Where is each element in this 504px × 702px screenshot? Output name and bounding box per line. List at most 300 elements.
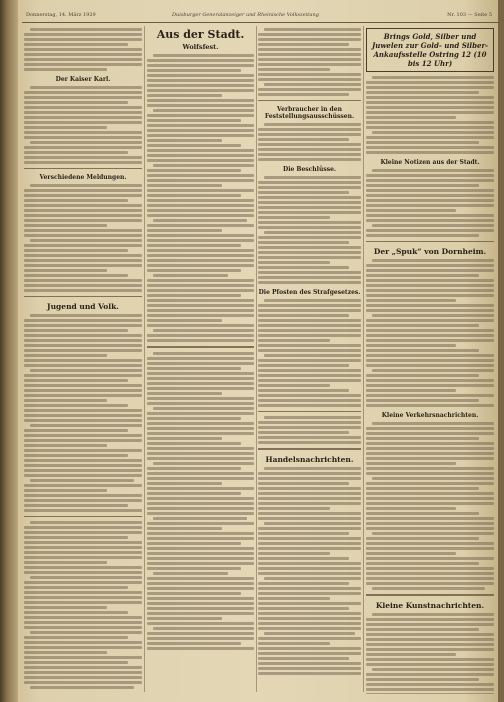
text-line [258,191,349,194]
heading-aus-der-stadt: Aus der Stadt. [156,28,245,41]
text-line [366,214,494,217]
heading-verbraucher: Verbraucher in den Feststellungsausschüssen. [264,106,355,120]
text-line [258,512,361,515]
text-line [153,627,254,630]
heading-kaiser: Der Kaiser Karl. [55,76,111,83]
text-line [24,531,142,534]
text-line [147,129,254,132]
text-line [147,309,254,312]
text-line [366,389,456,392]
text-line [366,141,479,144]
text-line [264,522,361,525]
text-block [258,176,361,284]
text-line [258,143,361,146]
text-line [366,364,494,367]
text-line [258,542,361,545]
text-line [366,567,494,570]
text-line [258,532,349,535]
text-block [258,416,361,444]
text-line [24,101,128,104]
text-line [258,431,349,434]
text-line [366,537,479,540]
divider [147,346,254,348]
text-line [24,596,142,599]
text-line [258,201,361,204]
page-header [22,10,500,23]
text-line [366,492,494,495]
text-line [258,128,361,131]
divider [24,296,142,297]
text-line [24,409,142,412]
text-line [366,96,494,99]
text-line [366,683,494,686]
text-line [366,557,494,560]
text-line [147,229,222,232]
text-line [147,299,254,302]
text-line [258,642,330,645]
text-line [258,597,330,600]
text-line [147,244,241,247]
text-line [24,91,142,94]
text-line [24,526,142,529]
text-line [372,259,494,262]
text-line [258,537,361,540]
text-line [372,76,494,79]
text-line [264,467,361,470]
text-line [24,146,142,149]
heading-meldungen: Verschiedene Meldungen. [39,174,127,181]
text-line [366,274,479,277]
text-line [24,269,107,272]
text-line [264,83,361,86]
text-line [24,106,142,109]
text-line [366,229,494,232]
column-3 [258,26,361,694]
text-block [258,467,361,675]
text-line [258,266,349,269]
text-line [24,324,142,327]
text-line [147,179,254,182]
text-line [258,487,361,490]
text-line [147,562,254,565]
text-line [147,377,254,380]
text-line [24,344,142,347]
text-block [24,314,142,512]
text-line [147,249,254,252]
text-line [153,572,228,575]
text-line [147,339,254,342]
text-line [147,382,254,385]
text-line [24,419,142,422]
text-line [147,289,254,292]
text-line [258,657,349,660]
text-block [258,299,361,407]
text-line [366,502,494,505]
text-line [264,28,361,31]
text-line [258,158,361,161]
text-block [366,259,494,407]
text-line [366,209,456,212]
text-line [258,181,361,184]
text-line [147,427,254,430]
text-line [147,582,254,585]
text-line [147,209,254,212]
text-line [258,329,361,332]
text-line [24,571,142,574]
heading-kunst: Kleine Kunstnachrichten. [375,601,485,610]
text-line [366,487,479,490]
text-line [147,642,241,645]
text-line [147,577,254,580]
text-line [147,632,254,635]
text-line [24,274,128,277]
text-line [258,216,330,219]
text-line [147,239,254,242]
text-line [24,394,142,397]
text-line [366,204,494,207]
heading-beschluesse: Die Beschlüsse. [283,166,336,173]
text-line [258,364,349,367]
text-line [147,304,254,307]
text-line [147,602,254,605]
text-line [147,567,241,570]
text-line [24,651,107,654]
text-line [147,447,254,450]
text-line [147,597,254,600]
text-line [258,211,361,214]
text-line [24,666,142,669]
text-line [258,206,361,209]
text-line [24,414,142,417]
text-block [24,28,142,71]
divider [258,448,361,450]
text-line [258,246,361,249]
text-line [24,454,128,457]
text-line [30,424,142,427]
text-line [24,259,142,262]
text-line [258,68,330,71]
text-line [24,244,142,247]
text-line [24,656,142,659]
text-line [258,281,361,284]
text-line [147,314,254,317]
text-line [258,602,361,605]
text-line [258,251,361,254]
text-line [24,284,142,287]
text-line [24,626,142,629]
text-line [372,422,494,425]
divider [24,516,142,517]
text-line [24,43,128,46]
text-line [366,106,494,109]
text-line [366,324,479,327]
text-line [372,224,494,227]
text-line [258,314,349,317]
text-line [147,497,254,500]
text-line [24,489,107,492]
text-line [147,637,254,640]
text-line [366,663,494,666]
text-line [147,234,254,237]
text-line [258,304,361,307]
text-line [24,561,107,564]
text-line [147,189,254,192]
text-line [24,551,142,554]
text-block [258,123,361,161]
text-line [372,369,494,372]
text-line [258,667,361,670]
text-line [264,416,361,419]
text-line [258,48,361,51]
text-line [147,174,254,177]
text-line [258,399,361,402]
text-line [366,151,494,154]
text-line [366,349,479,352]
text-line [24,63,142,66]
text-block [24,86,142,164]
text-line [372,131,494,134]
text-line [366,693,494,694]
text-line [24,494,142,497]
text-line [147,84,254,87]
text-line [258,497,361,500]
page-binding [0,0,18,702]
text-line [258,256,361,259]
text-line [24,224,107,227]
text-line [258,196,361,199]
text-line [24,509,142,512]
text-line [24,204,142,207]
text-line [30,86,142,89]
text-line [24,364,142,367]
text-line [366,638,494,641]
text-line [258,562,361,565]
text-line [258,582,349,585]
text-line [366,653,456,656]
text-line [24,334,142,337]
text-line [258,334,361,337]
text-line [24,611,128,614]
text-line [366,264,494,267]
text-line [258,441,361,444]
text-line [24,621,142,624]
text-line [258,557,349,560]
text-line [366,512,479,515]
text-line [366,482,494,485]
text-line [147,279,254,282]
text-line [147,487,254,490]
text-line [147,412,254,415]
text-line [24,434,142,437]
text-line [258,93,349,96]
text-line [258,647,361,650]
text-line [147,119,241,122]
text-line [366,628,479,631]
text-line [24,349,142,352]
text-line [366,552,456,555]
text-line [24,53,142,56]
text-line [147,134,254,137]
text-line [366,234,479,237]
text-line [24,536,128,539]
text-line [258,472,361,475]
heading-kleine-notizen: Kleine Notizen aus der Stadt. [380,159,480,166]
text-line [147,527,222,530]
text-line [258,53,361,56]
text-line [258,426,361,429]
text-line [258,88,361,91]
text-line [24,606,107,609]
header-title: Duisburger Generalanzeiger und Rheinische Volkszeitung [172,12,319,18]
text-line [153,517,247,520]
text-line [147,477,254,480]
text-line [24,546,142,549]
text-line [24,429,128,432]
text-line [24,126,107,129]
text-line [366,542,494,545]
text-line [372,532,494,535]
text-line [264,632,355,635]
text-line [366,81,494,84]
header-date: Donnerstag, 14. März 1929 [26,12,96,18]
text-line [366,472,494,475]
text-line [372,587,485,590]
text-line [24,209,142,212]
text-line [147,557,254,560]
divider [24,168,142,169]
text-line [24,219,142,222]
text-line [258,369,361,372]
text-line [24,38,142,41]
text-line [366,339,494,342]
text-line [258,339,330,342]
text-line [258,58,361,61]
text-line [24,399,107,402]
text-line [147,612,254,615]
text-line [258,567,361,570]
text-line [258,637,361,640]
text-line [24,214,142,217]
text-line [258,672,361,675]
text-line [264,577,361,580]
text-line [24,504,128,507]
text-line [366,462,456,465]
text-line [258,552,330,555]
text-line [366,457,494,460]
text-line [24,641,142,644]
text-line [24,449,142,452]
text-block [147,352,254,650]
text-line [24,444,107,447]
text-line [147,139,222,142]
heading-spuk: Der „Spuk“ von Dornheim. [373,247,487,256]
text-block [258,28,361,96]
text-line [24,566,142,569]
text-line [366,319,494,322]
text-block [366,169,494,237]
text-line [147,269,241,272]
text-line [366,199,494,202]
text-line [366,184,479,187]
text-line [153,407,254,410]
text-line [147,542,241,545]
text-line [366,294,494,297]
text-line [24,586,128,589]
column-rule [363,26,364,692]
column-2 [147,26,254,694]
text-line [372,613,494,616]
text-line [147,457,254,460]
text-line [147,74,254,77]
text-line [24,151,128,154]
text-line [366,111,494,114]
text-line [24,48,142,51]
text-line [147,507,254,510]
text-line [366,394,494,397]
subheading-wolfsfest: Wolfsfest. [182,43,219,51]
text-line [366,309,494,312]
text-line [153,54,254,57]
text-line [147,294,241,297]
text-line [147,392,222,395]
text-line [30,631,142,634]
text-line [147,59,254,62]
text-line [147,502,254,505]
column-rule [144,26,145,692]
divider [258,411,361,412]
text-line [258,221,361,224]
text-line [366,658,494,661]
text-line [147,417,241,420]
text-line [258,592,361,595]
text-line [258,138,349,141]
text-line [147,537,254,540]
text-block [24,184,142,292]
text-line [147,482,222,485]
text-line [258,612,361,615]
text-line [24,189,142,192]
text-line [366,289,494,292]
column-rule [256,26,257,692]
text-line [258,389,349,392]
text-line [24,264,142,267]
text-line [24,131,142,134]
text-line [147,397,254,400]
text-line [24,636,128,639]
text-line [258,547,361,550]
text-line [147,617,222,620]
text-line [366,678,479,681]
text-line [153,164,254,167]
text-line [366,688,494,691]
text-line [147,324,254,327]
text-line [24,116,142,119]
text-line [30,314,142,317]
text-line [258,236,361,239]
divider [258,100,361,101]
text-block [366,76,494,154]
text-line [258,477,361,480]
text-block [366,613,494,694]
text-line [147,204,254,207]
text-line [147,607,254,610]
text-line [258,241,349,244]
text-line [264,231,361,234]
text-line [366,572,494,575]
text-line [366,121,494,124]
text-line [147,372,254,375]
text-line [366,374,479,377]
